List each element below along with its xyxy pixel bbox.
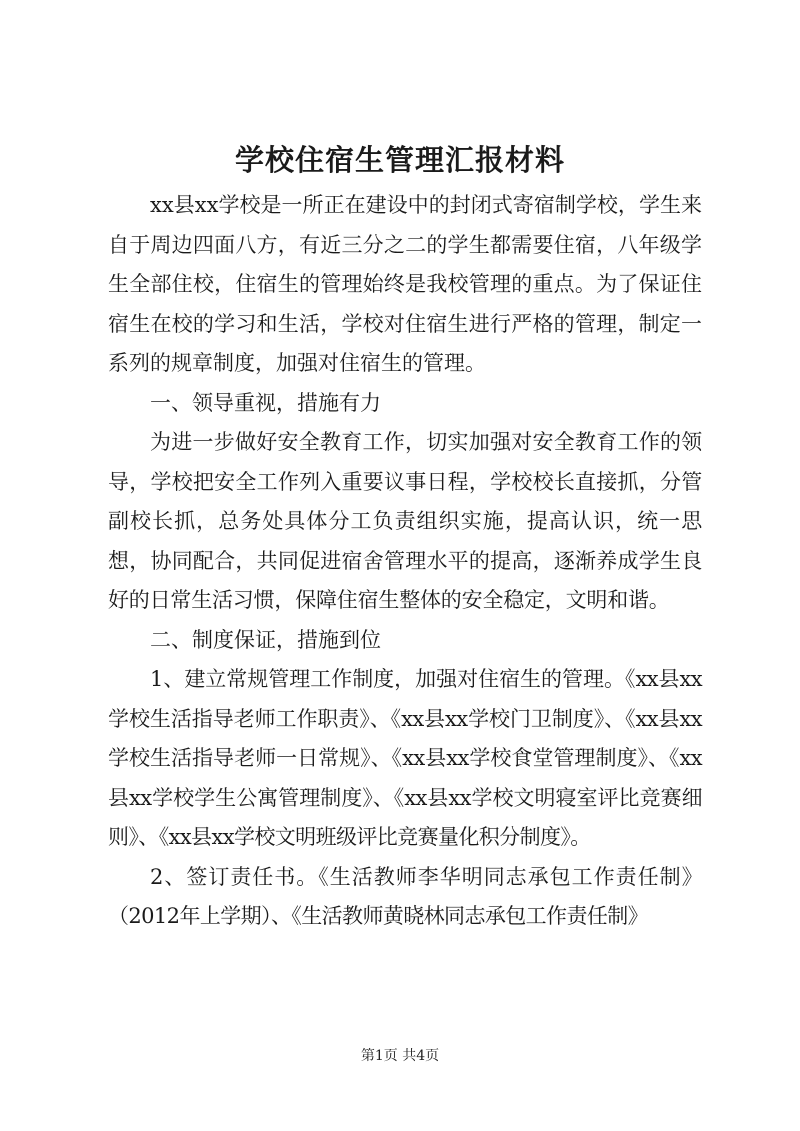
section-heading-1: 一、领导重视，措施有力: [150, 390, 381, 415]
document-body: [108, 186, 702, 937]
document-title: 学校住宿生管理汇报材料: [234, 143, 565, 177]
paragraph-intro: xx县xx学校是一所正在建设中的封闭式寄宿制学校，学生来自于周边四面八方，有近三分之二的学生都需要住宿，八年级学生全部住校，住宿生的管理始终是我校管理的重点。为了保证住宿生在校的学习和生活，学校对住宿生进行严格的管理，制定一系列的规章制度，加强对住宿生的管理。: [108, 193, 702, 375]
page-footer: 第1页 共4页: [360, 1048, 440, 1064]
paragraph-responsibility: 2、签订责任书。《生活教师李华明同志承包工作责任制》（2012年上学期）、《生活教师黄晓林同志承包工作责任制》: [108, 864, 702, 928]
paragraph-regulations: 1、建立常规管理工作制度，加强对住宿生的管理。《xx县xx学校生活指导老师工作职责》、《xx县xx学校门卫制度》、《xx县xx学校生活指导老师一日常规》、《xx县xx学校食堂管理制度》、《xx县xx学校学生公寓管理制度》、《xx县xx学校文明寝室评比竞赛细则》、《xx县xx学校文明班级评比竞赛量化积分制度》。: [108, 667, 702, 849]
section-heading-2: 二、制度保证，措施到位: [150, 627, 381, 652]
paragraph-leadership: 为进一步做好安全教育工作，切实加强对安全教育工作的领导，学校把安全工作列入重要议事日程，学校校长直接抓，分管副校长抓，总务处具体分工负责组织实施，提高认识，统一思想，协同配合，共同促进宿舍管理水平的提高，逐渐养成学生良好的日常生活习惯，保障住宿生整体的安全稳定，文明和谐。: [108, 430, 702, 612]
